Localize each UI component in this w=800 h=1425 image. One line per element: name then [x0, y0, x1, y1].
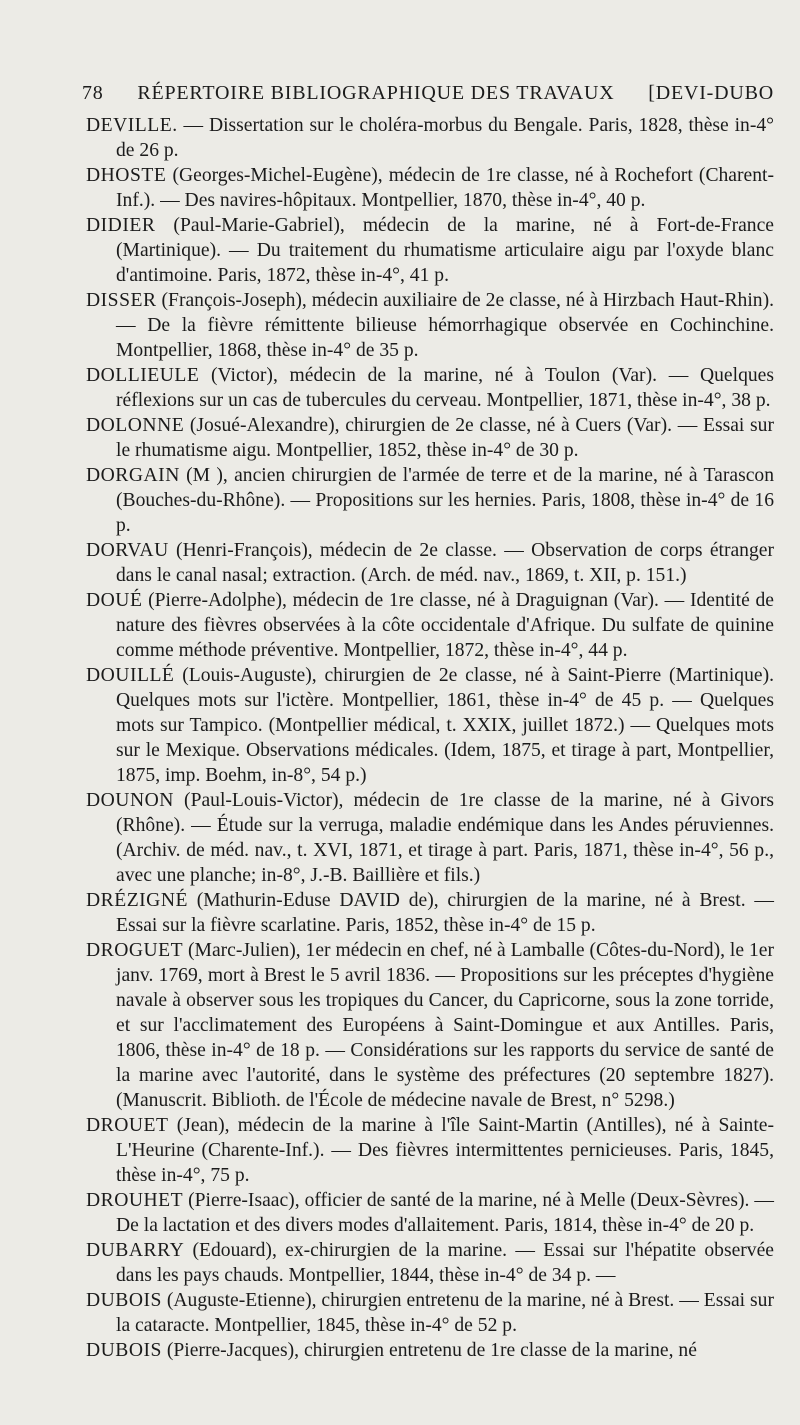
- entry-text: (Pierre-Jacques), chirurgien entretenu de 1re classe de la marine, né: [161, 1340, 697, 1361]
- author-name: DUBARRY: [86, 1240, 185, 1261]
- entry: [86, 363, 774, 413]
- author-name: DHOSTE: [86, 165, 167, 186]
- entry-text: (Victor), médecin de la marine, né à Toulon (Var). — Quelques réflexions sur un cas de tubercules du cerveau. Montpellier, 1871, thèse in-4°, 38 p.: [116, 365, 774, 411]
- entry: [86, 413, 774, 463]
- author-name: DOUNON: [86, 790, 174, 811]
- author-name: DOUILLÉ: [86, 665, 175, 686]
- entry-text: (Georges-Michel-Eugène), médecin de 1re classe, né à Rochefort (Charent-Inf.). — Des navires-hôpitaux. Montpellier, 1870, thèse in-4°, 40 p.: [116, 165, 774, 211]
- entry-text: (Mathurin-Eduse DAVID de), chirurgien de la marine, né à Brest. — Essai sur la fièvre scarlatine. Paris, 1852, thèse in-4° de 15 p.: [116, 890, 774, 936]
- author-name: DORVAU: [86, 540, 169, 561]
- entry: [86, 213, 774, 288]
- author-name: DUBOIS: [86, 1290, 162, 1311]
- entry-text: (Marc-Julien), 1er médecin en chef, né à Lamballe (Côtes-du-Nord), le 1er janv. 1769, mort à Brest le 5 avril 1836. — Propositions sur les préceptes d'hygiène navale à observer sous les tropiques du Cancer, du Capricorne, sous la zone torride, et sur l'acclimatement des Européens à Saint-Domingue et aux Antilles. Paris, 1806, thèse in-4° de 18 p. — Considérations sur les rapports du service de santé de la marine avec l'autorité, dans le système des préfectures (20 septembre 1827). (Manuscrit. Biblioth. de l'École de médecine navale de Brest, n° 5298.): [116, 940, 774, 1111]
- entry: [86, 113, 774, 163]
- entry-text: (Pierre-Isaac), officier de santé de la marine, né à Melle (Deux-Sèvres). — De la lactation et des divers modes d'allaitement. Paris, 1814, thèse in-4° de 20 p.: [116, 1190, 774, 1236]
- entry-text: (Paul-Marie-Gabriel), médecin de la marine, né à Fort-de-France (Martinique). — Du traitement du rhumatisme articulaire aigu par l'oxyde blanc d'antimoine. Paris, 1872, thèse in-4°, 41 p.: [116, 215, 774, 286]
- author-name: DROGUET: [86, 940, 184, 961]
- entry-text: (M ), ancien chirurgien de l'armée de terre et de la marine, né à Tarascon (Bouches-du-Rhône). — Propositions sur les hernies. Paris, 1808, thèse in-4° de 16 p.: [116, 465, 774, 536]
- entry-text: (François-Joseph), médecin auxiliaire de 2e classe, né à Hirzbach Haut-Rhin). — De la fièvre rémittente bilieuse hémorrhagique observée en Cochinchine. Montpellier, 1868, thèse in-4° de 35 p.: [116, 290, 774, 361]
- entry: [86, 888, 774, 938]
- author-name: DROUET: [86, 1115, 169, 1136]
- author-name: DISSER: [86, 290, 157, 311]
- running-title: RÉPERTOIRE BIBLIOGRAPHIQUE DES TRAVAUX: [137, 82, 615, 104]
- page-header: [82, 82, 774, 105]
- author-name: DOLLIEULE: [86, 365, 200, 386]
- entry: [86, 463, 774, 538]
- entry-text: (Auguste-Etienne), chirurgien entretenu de la marine, né à Brest. — Essai sur la cataracte. Montpellier, 1845, thèse in-4° de 52 p.: [116, 1290, 774, 1336]
- author-name: DIDIER: [86, 215, 156, 236]
- entry: [86, 1288, 774, 1338]
- author-name: DORGAIN: [86, 465, 180, 486]
- entry: [86, 788, 774, 888]
- entry: [86, 1113, 774, 1188]
- entry-text: (Paul-Louis-Victor), médecin de 1re classe de la marine, né à Givors (Rhône). — Étude sur la verruga, maladie endémique dans les Andes péruviennes. (Archiv. de méd. nav., t. XVI, 1871, et tirage à part. Paris, 1871, thèse in-4°, 56 p., avec une planche; in-8°, J.-B. Baillière et fils.): [116, 790, 774, 886]
- entry-text: (Jean), médecin de la marine à l'île Saint-Martin (Antilles), né à Sainte-L'Heurine (Charente-Inf.). — Des fièvres intermittentes pernicieuses. Paris, 1845, thèse in-4°, 75 p.: [116, 1115, 774, 1186]
- author-name: DROUHET: [86, 1190, 184, 1211]
- entry: [86, 163, 774, 213]
- entry: [86, 288, 774, 363]
- entry: [86, 1238, 774, 1288]
- entry-text: (Josué-Alexandre), chirurgien de 2e classe, né à Cuers (Var). — Essai sur le rhumatisme aigu. Montpellier, 1852, thèse in-4° de 30 p.: [116, 415, 774, 461]
- alphabetical-range: [DEVI-DUBO: [648, 82, 774, 104]
- entry: [86, 1188, 774, 1238]
- entry-text: (Pierre-Adolphe), médecin de 1re classe, né à Draguignan (Var). — Identité de nature des fièvres observées à la côte occidentale d'Afrique. Du sulfate de quinine comme méthode préventive. Montpellier, 1872, thèse in-4°, 44 p.: [116, 590, 774, 661]
- entry: [86, 538, 774, 588]
- page-number: 78: [82, 82, 104, 104]
- entry-text: (Louis-Auguste), chirurgien de 2e classe, né à Saint-Pierre (Martinique). Quelques mots sur l'ictère. Montpellier, 1861, thèse in-4° de 45 p. — Quelques mots sur Tampico. (Montpellier médical, t. XXIX, juillet 1872.) — Quelques mots sur le Mexique. Observations médicales. (Idem, 1875, et tirage à part, Montpellier, 1875, imp. Boehm, in-8°, 54 p.): [116, 665, 774, 786]
- entry: [86, 1338, 774, 1363]
- author-name: DUBOIS: [86, 1340, 162, 1361]
- entry-text: (Edouard), ex-chirurgien de la marine. — Essai sur l'hépatite observée dans les pays chauds. Montpellier, 1844, thèse in-4° de 34 p. —: [116, 1240, 774, 1286]
- bibliography-entries: [86, 113, 774, 1363]
- author-name: DOUÉ: [86, 590, 143, 611]
- entry-text: (Henri-François), médecin de 2e classe. — Observation de corps étranger dans le canal nasal; extraction. (Arch. de méd. nav., 1869, t. XII, p. 151.): [116, 540, 774, 586]
- author-name: DRÉZIGNÉ: [86, 890, 188, 911]
- entry: [86, 938, 774, 1113]
- entry: [86, 663, 774, 788]
- entry-text: — Dissertation sur le choléra-morbus du Bengale. Paris, 1828, thèse in-4° de 26 p.: [116, 115, 774, 161]
- author-name: DOLONNE: [86, 415, 185, 436]
- entry: [86, 588, 774, 663]
- author-name: DEVILLE.: [86, 115, 178, 136]
